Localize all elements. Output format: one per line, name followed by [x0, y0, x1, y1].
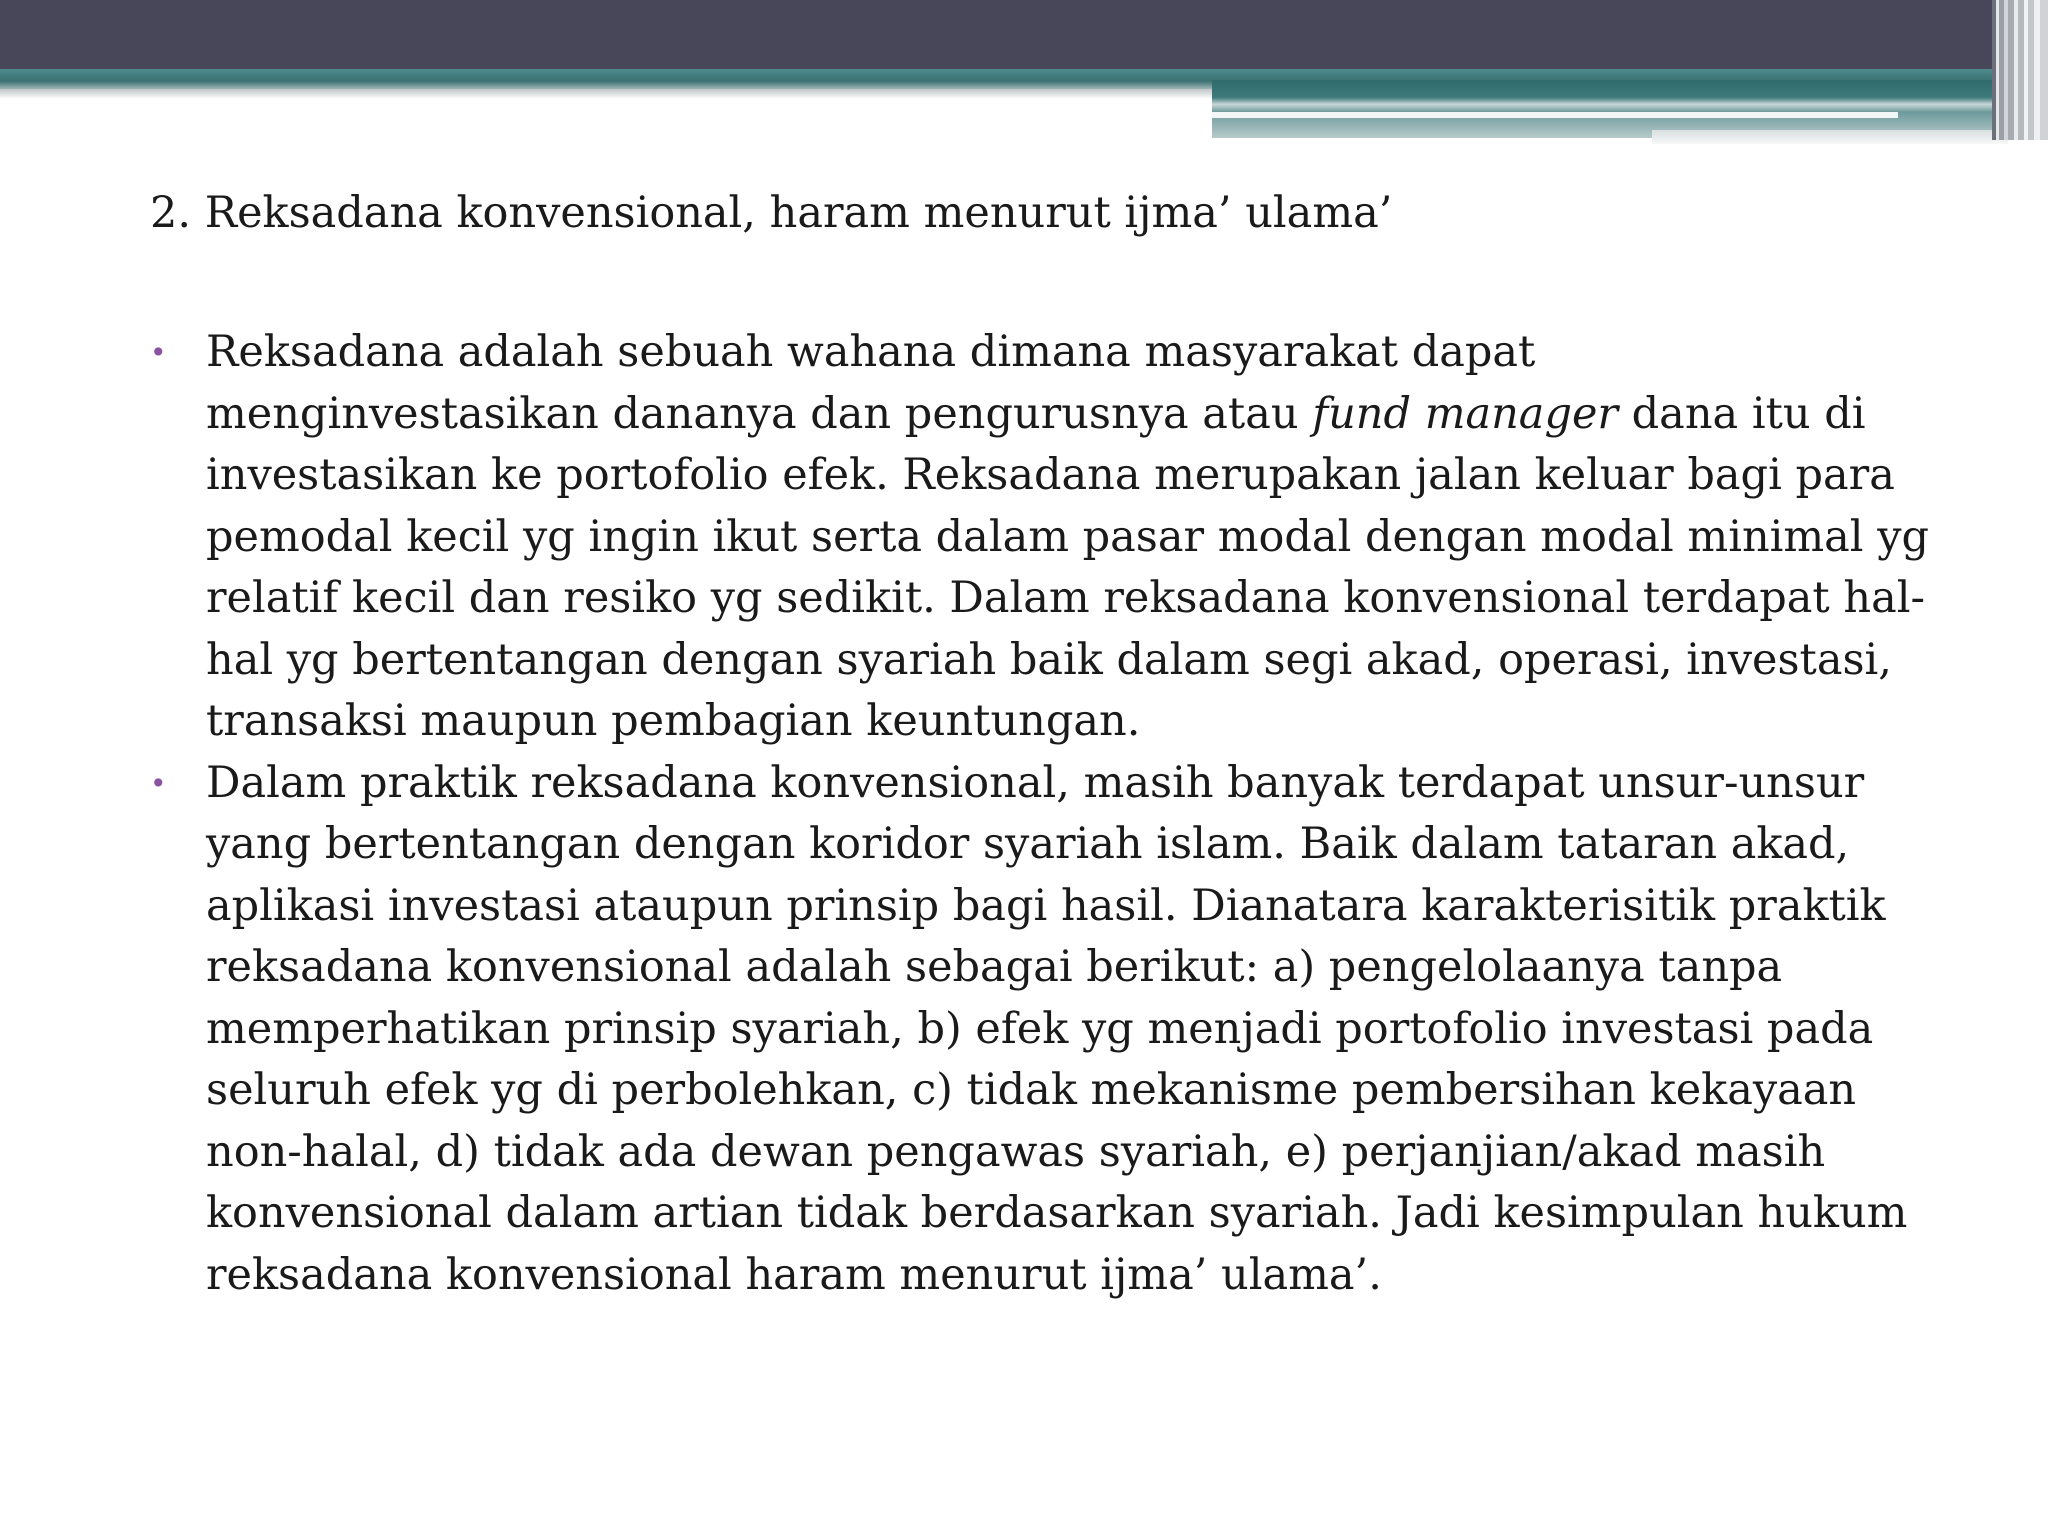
- bullet-icon: •: [150, 766, 167, 800]
- header-dark-band: [0, 0, 2048, 69]
- bullet-text-italic: fund manager: [1312, 388, 1618, 439]
- slide-heading: 2. Reksadana konvensional, haram menurut ijma’ ulama’: [150, 188, 1393, 238]
- list-item: [150, 753, 1930, 1307]
- header-decoration-line: [1212, 112, 1898, 118]
- header-decoration-bars: [1992, 0, 2048, 140]
- header-decoration-line-lower: [1652, 130, 2008, 144]
- bullet-text: [206, 322, 1930, 753]
- header-shadow: [0, 89, 1212, 99]
- bullet-icon: •: [150, 336, 167, 369]
- bullet-text-part: dana itu di investasikan ke portofolio efek. Reksadana merupakan jalan keluar bagi para pemodal kecil yg ingin ikut serta dalam pasar modal dengan modal minimal yg relatif kecil dan resiko yg sedikit. Dalam reksadana konvensional terdapat hal-hal yg bertentangan dengan syariah baik dalam segi akad, operasi, investasi, transaksi maupun pembagian keuntungan.: [206, 388, 1930, 746]
- bullet-text: Dalam praktik reksadana konvensional, masih banyak terdapat unsur-unsur yang bertentangan dengan koridor syariah islam. Baik dalam tataran akad, aplikasi investasi ataupun prinsip bagi hasil. Dianatara karakterisitik praktik reksadana konvensional adalah sebagai berikut: a) pengelolaanya tanpa memperhatikan prinsip syariah, b) efek yg menjadi portofolio investasi pada seluruh efek yg di perbolehkan, c) tidak mekanisme pembersihan kekayaan non-halal, d) tidak ada dewan pengawas syariah, e) perjanjian/akad masih konvensional dalam artian tidak berdasarkan syariah. Jadi kesimpulan hukum reksadana konvensional haram menurut ijma’ ulama’.: [206, 757, 1908, 1300]
- list-item: [150, 322, 1930, 753]
- bullet-text-part: Reksadana adalah sebuah wahana dimana masyarakat dapat menginvestasikan dananya dan pengurusnya atau: [206, 327, 1536, 439]
- bullet-list: [150, 322, 1930, 1306]
